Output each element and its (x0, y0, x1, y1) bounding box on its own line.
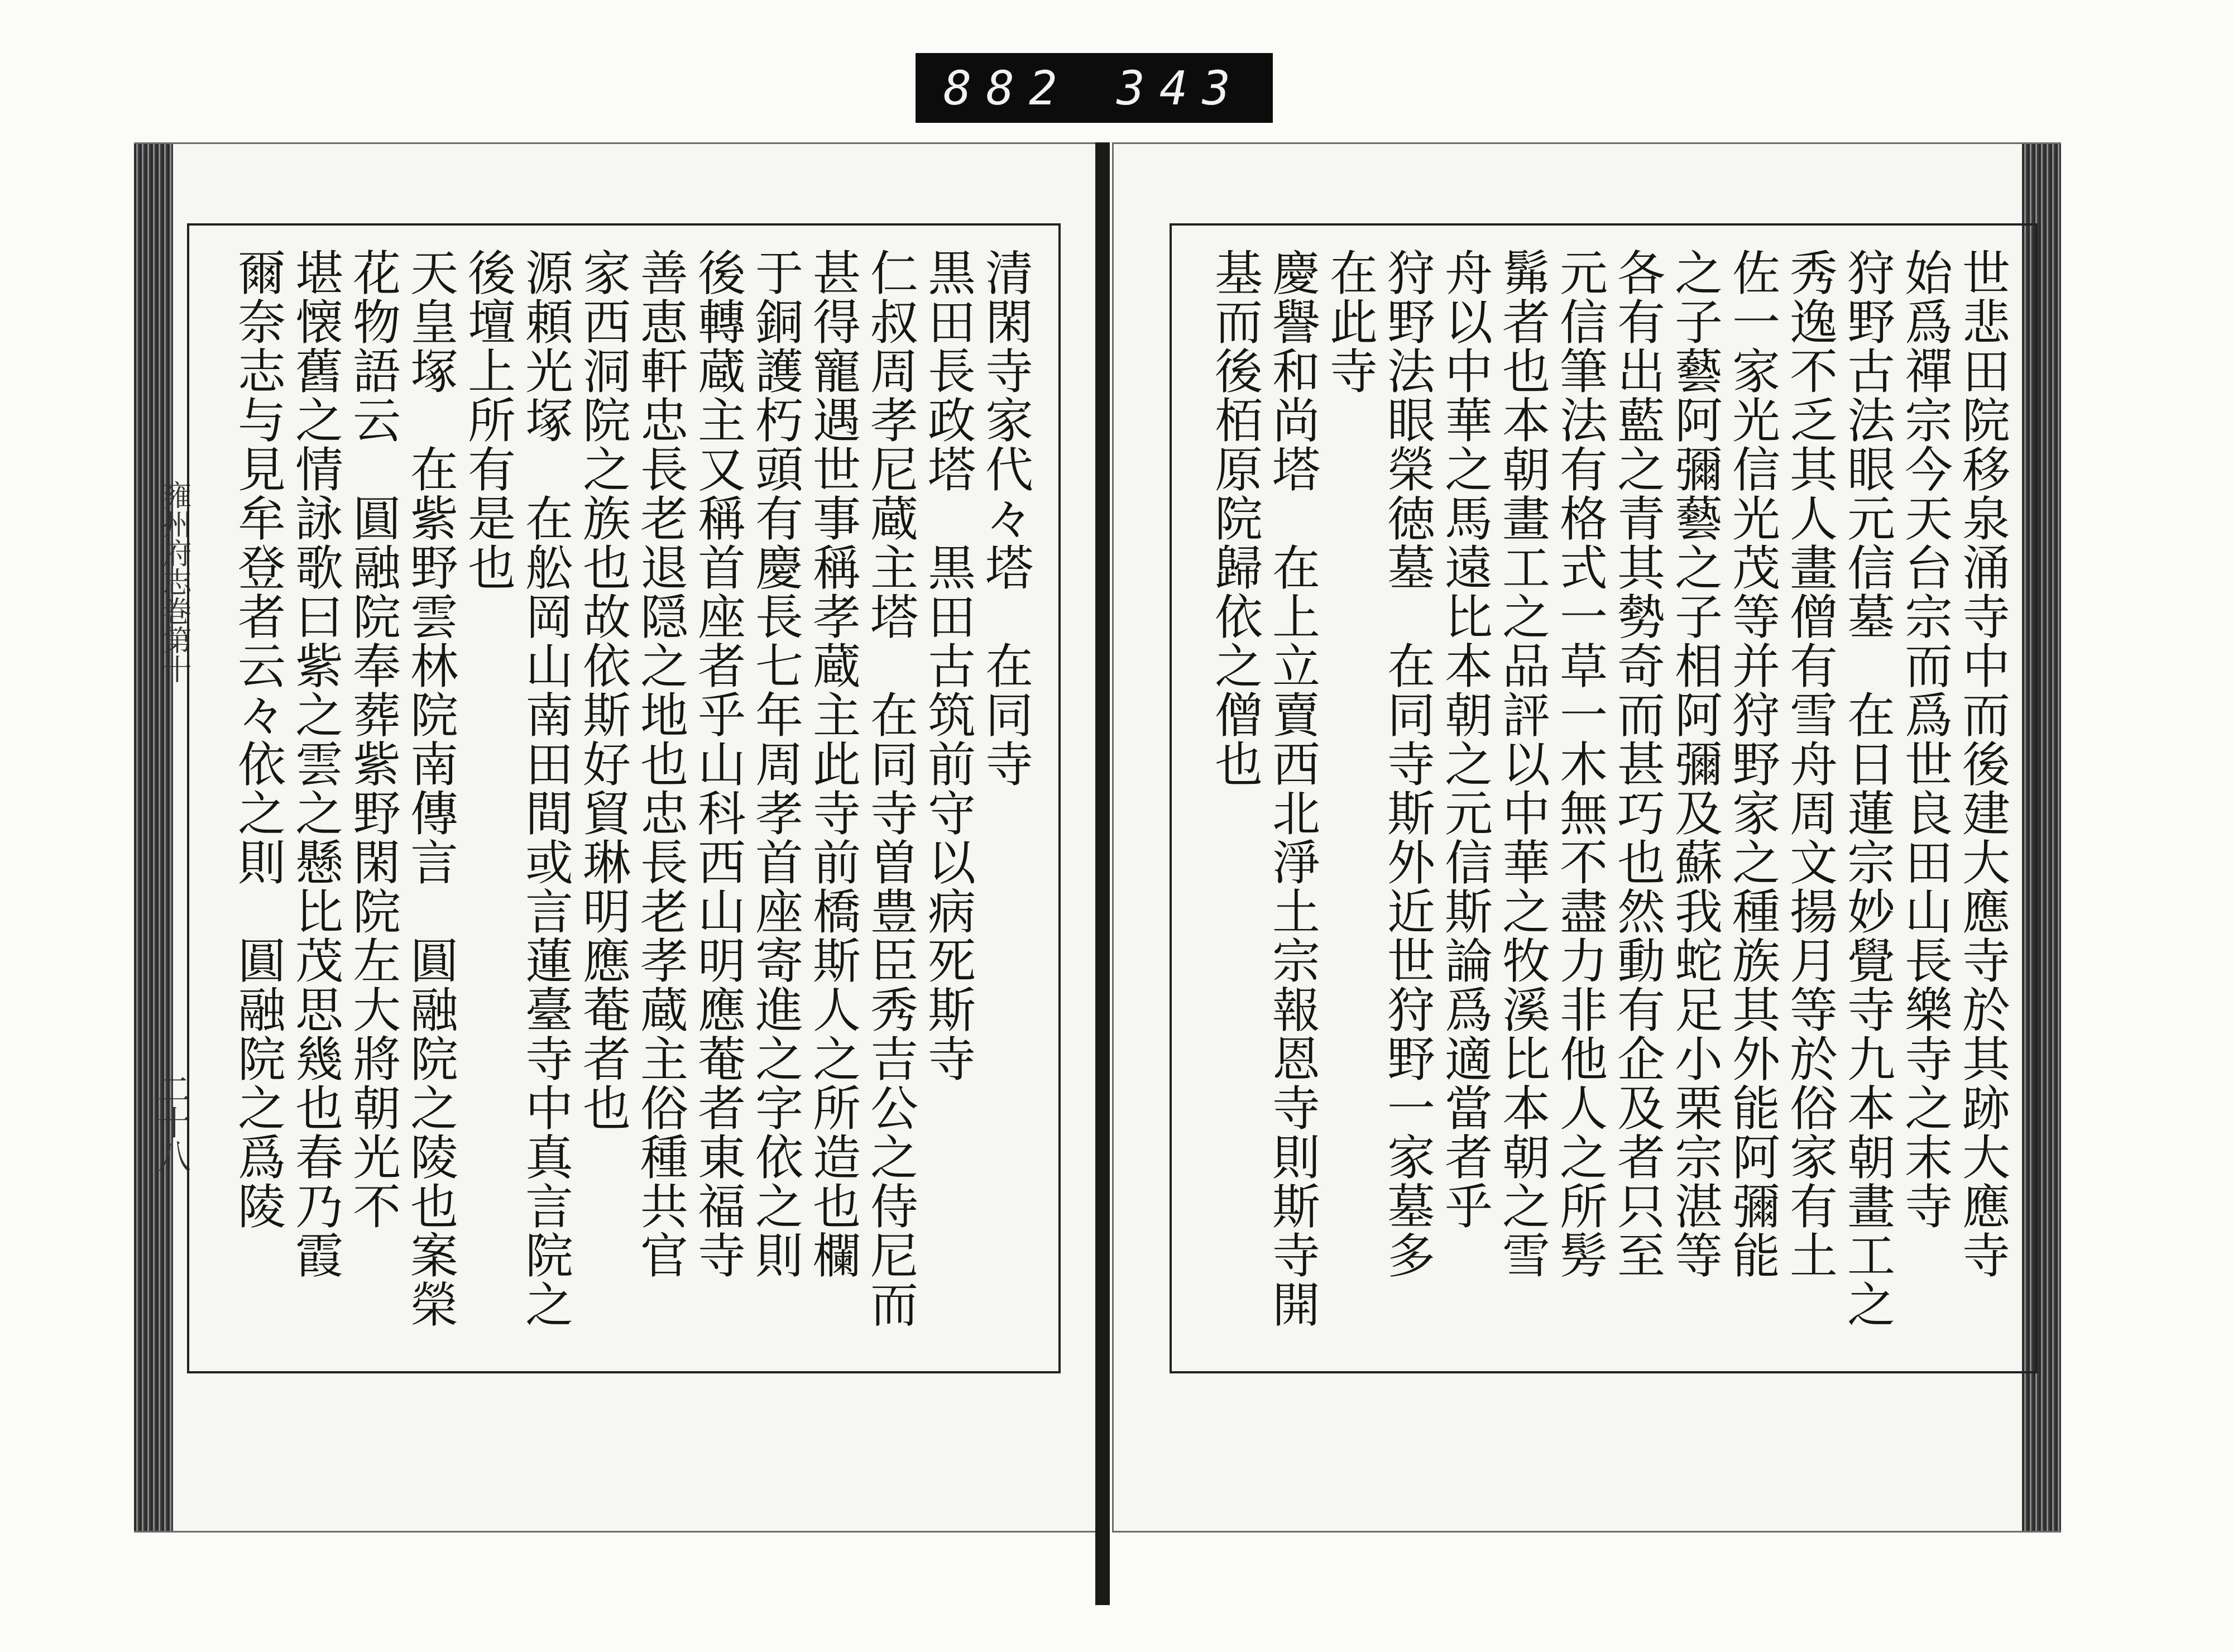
text-column: 善恵軒忠長老退隠之地也忠長老孝蔵主俗種共官 (632, 248, 688, 1280)
text-column: 天皇塚 在紫野雲林院南傳言 圓融院之陵也案榮 (402, 248, 458, 1329)
text-column: 狩野法眼榮徳墓 在同寺斯外近世狩野一家墓多 (1379, 248, 1435, 1280)
text-column: 清閑寺家代々塔 在同寺 (977, 248, 1033, 788)
text-column: 舟以中華之馬遠比本朝之元信斯論爲適當者乎 (1436, 248, 1492, 1230)
text-column: 世悲田院移泉涌寺中而後建大應寺於其跡大應寺 (1954, 248, 2010, 1280)
text-column: 基而後栢原院歸依之僧也 (1206, 248, 1262, 788)
page-number: 二十八 (152, 1072, 191, 1172)
text-column: 狩野古法眼元信墓 在日蓮宗妙覺寺九本朝畫工之 (1839, 248, 1895, 1329)
text-column: 家西洞院之族也故依斯好貿琳明應菴者也 (574, 248, 630, 1132)
right-text-columns (1172, 226, 2035, 1371)
text-column: 黒田長政塔 黒田古筑前守以病死斯寺 (919, 248, 975, 1083)
text-column: 源頼光塚 在舩岡山南田間或言蓮臺寺中真言院之 (517, 248, 573, 1329)
text-column: 秀逸不乏其人畫僧有雪舟周文揚月等於俗家有土 (1781, 248, 1837, 1280)
text-column: 元信筆法有格式一草一木無不盡力非他人之所髣 (1551, 248, 1607, 1280)
text-column: 在此寺 (1321, 248, 1377, 395)
book-gutter (1095, 142, 1110, 1605)
text-column: 慶譽和尚塔 在上立賣西北淨土宗報恩寺則斯寺開 (1264, 248, 1320, 1329)
text-column: 堪懐舊之情詠歌曰紫之雲之懸比茂思幾也春乃霞 (287, 248, 343, 1280)
text-column: 爾奈志与見牟登者云々依之則 圓融院之爲陵 (229, 248, 285, 1230)
left-text-columns (189, 226, 1058, 1371)
catalog-number-right: 343 (1116, 60, 1245, 116)
text-column: 甚得寵遇世事稱孝蔵主此寺前橋斯人之所造也欄 (804, 248, 860, 1280)
catalog-number-label (916, 53, 1273, 123)
text-column: 各有出藍之青其勢奇而甚巧也然動有企及者只至 (1609, 248, 1665, 1280)
text-column: 後轉蔵主又稱首座者乎山科西山明應菴者東福寺 (689, 248, 745, 1280)
text-column: 之子藝阿彌藝之子相阿彌及蘇我蛇足小栗宗湛等 (1666, 248, 1722, 1280)
text-column: 花物語云 圓融院奉葬紫野閑院左大將朝光不 (344, 248, 400, 1230)
text-column: 佐一家光信光茂等并狩野家之種族其外能阿彌能 (1724, 248, 1780, 1280)
text-column: 後壇上所有是也 (459, 248, 515, 592)
left-text-frame (187, 223, 1061, 1373)
text-column: 始爲禪宗今天台宗而爲世良田山長樂寺之末寺 (1896, 248, 1952, 1230)
text-column: 髴者也本朝畫工之品評以中華之牧溪比本朝之雪 (1494, 248, 1550, 1280)
right-text-frame (1170, 223, 2038, 1373)
catalog-number-left: 882 (943, 60, 1072, 116)
text-column: 仁叔周孝尼蔵主塔 在同寺曽豊臣秀吉公之侍尼而 (862, 248, 918, 1329)
text-column: 于銅護朽頭有慶長七年周孝首座寄進之字依之則 (747, 248, 803, 1280)
spine-title: 雍州府志巻第十 (157, 480, 191, 683)
